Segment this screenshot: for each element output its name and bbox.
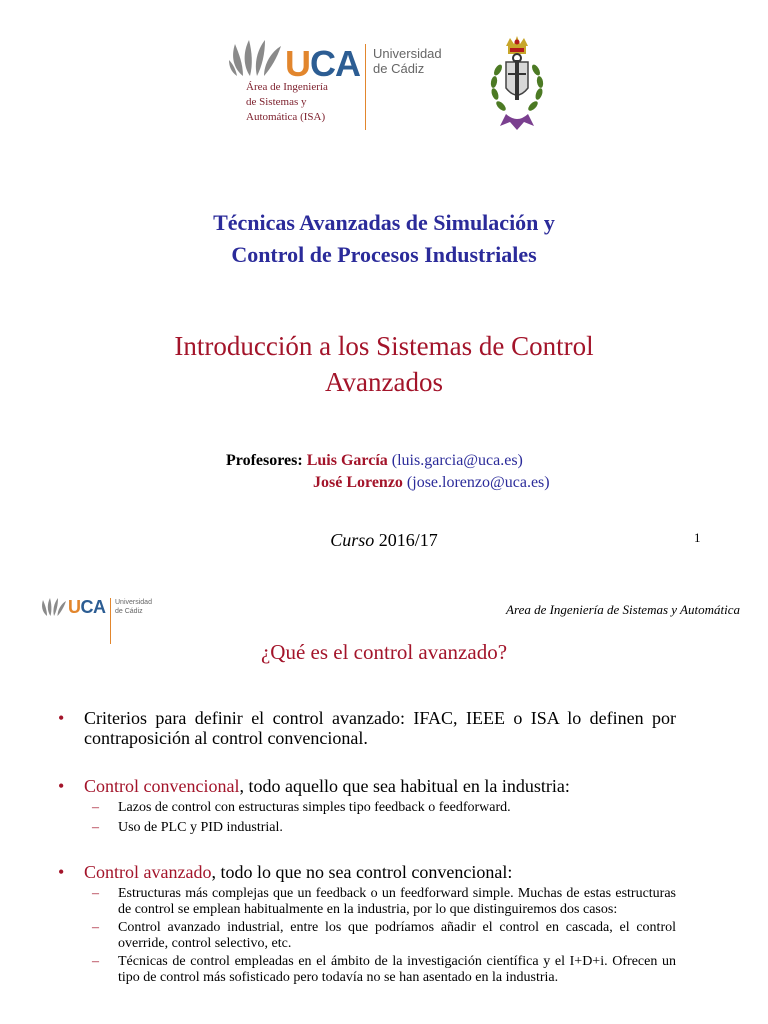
course-year [0, 528, 768, 552]
uca-leaves-icon [40, 596, 68, 618]
professor-row-2 [313, 472, 550, 494]
uca-wordmark [285, 44, 360, 84]
bullet-text: , todo aquello que sea habitual en la industria: [239, 776, 570, 796]
bullet-control-avanzado [58, 862, 676, 882]
content-slide [0, 570, 768, 1024]
topic-title [0, 328, 768, 400]
university-name [373, 46, 442, 76]
university-line2: de Cádiz [373, 61, 425, 76]
dash-marker: – [92, 800, 99, 815]
sub-bullet-text: Control avanzado industrial, entre los que podríamos añadir el control en cascada, el control override, control selectivo, etc. [118, 920, 676, 951]
bullet-highlight: Control convencional [84, 776, 240, 796]
bullet-highlight: Control avanzado [84, 862, 212, 882]
uca-ca-small: CA [80, 597, 106, 617]
uca-wordmark-small [68, 597, 106, 618]
course-title [0, 207, 768, 271]
sub-bullet [92, 820, 676, 836]
uca-u: U [285, 43, 310, 84]
logo-divider [365, 44, 366, 130]
dash-marker: – [92, 820, 99, 835]
course-title-line1: Técnicas Avanzadas de Simulación y [213, 210, 555, 235]
slide-content [58, 708, 676, 986]
bullet-marker: • [58, 862, 65, 882]
dash-marker: – [92, 920, 99, 935]
curso-label: Curso [330, 530, 375, 550]
university-line1: Universidad [373, 46, 442, 61]
area-line2: de Sistemas y [246, 96, 307, 108]
curso-value: 2016/17 [378, 530, 438, 550]
university-line1-small: Universidad [115, 599, 152, 606]
university-line2-small: de Cádiz [115, 608, 143, 615]
sub-bullet [92, 954, 676, 986]
sub-bullet [92, 800, 676, 816]
sub-bullet [92, 920, 676, 952]
bullet-text: Criterios para definir el control avanzado: IFAC, IEEE o ISA lo definen por contraposición al control convencional. [84, 708, 676, 748]
uca-u-small: U [68, 597, 81, 617]
school-crest-icon [484, 36, 550, 136]
bullet-control-convencional [58, 776, 676, 796]
slide-title: ¿Qué es el control avanzado? [260, 640, 508, 664]
page-number: 1 [694, 530, 701, 545]
isa-area-label [246, 80, 328, 125]
sub-bullet-text: Uso de PLC y PID industrial. [118, 820, 283, 835]
dash-marker: – [92, 954, 99, 969]
topic-title-line2: Avanzados [325, 367, 443, 397]
area-line1: Área de Ingeniería [246, 81, 328, 93]
uca-leaves-icon [229, 38, 285, 78]
professors-label: Profesores: [226, 452, 303, 469]
bullet-marker: • [58, 708, 65, 728]
area-line3: Automática (ISA) [246, 111, 326, 123]
professor-2-name: José Lorenzo [313, 474, 403, 491]
area-header: Area de Ingeniería de Sistemas y Automática [506, 602, 740, 617]
professor-1-name: Luis García [306, 452, 388, 469]
bullet-marker: • [58, 776, 65, 796]
sub-bullet-text: Lazos de control con estructuras simples tipo feedback o feedforward. [118, 800, 511, 815]
uca-ca: CA [310, 43, 360, 84]
topic-title-line1: Introducción a los Sistemas de Control [174, 331, 594, 361]
sub-bullet [92, 886, 676, 918]
professor-1-email[interactable]: (luis.garcia@uca.es) [391, 452, 523, 469]
professor-row-1 [226, 450, 523, 472]
university-name-small [115, 598, 152, 616]
bullet-criterios [58, 708, 676, 748]
sub-bullet-text: Técnicas de control empleadas en el ámbito de la investigación científica y el I+D+i. Ofrecen un tipo de control más sofisticado pero todavía no se han asentado en la industria. [118, 954, 676, 985]
sub-bullet-text: Estructuras más complejas que un feedback o un feedforward simple. Muchas de estas estructuras de control se emplean habitualmente en la industria, por lo que distinguiremos dos casos: [118, 886, 676, 917]
dash-marker: – [92, 886, 99, 901]
bullet-text: , todo lo que no sea control convencional: [211, 862, 513, 882]
course-title-line2: Control de Procesos Industriales [231, 242, 537, 267]
professor-2-email[interactable]: (jose.lorenzo@uca.es) [406, 474, 550, 491]
uca-logo [229, 38, 459, 128]
